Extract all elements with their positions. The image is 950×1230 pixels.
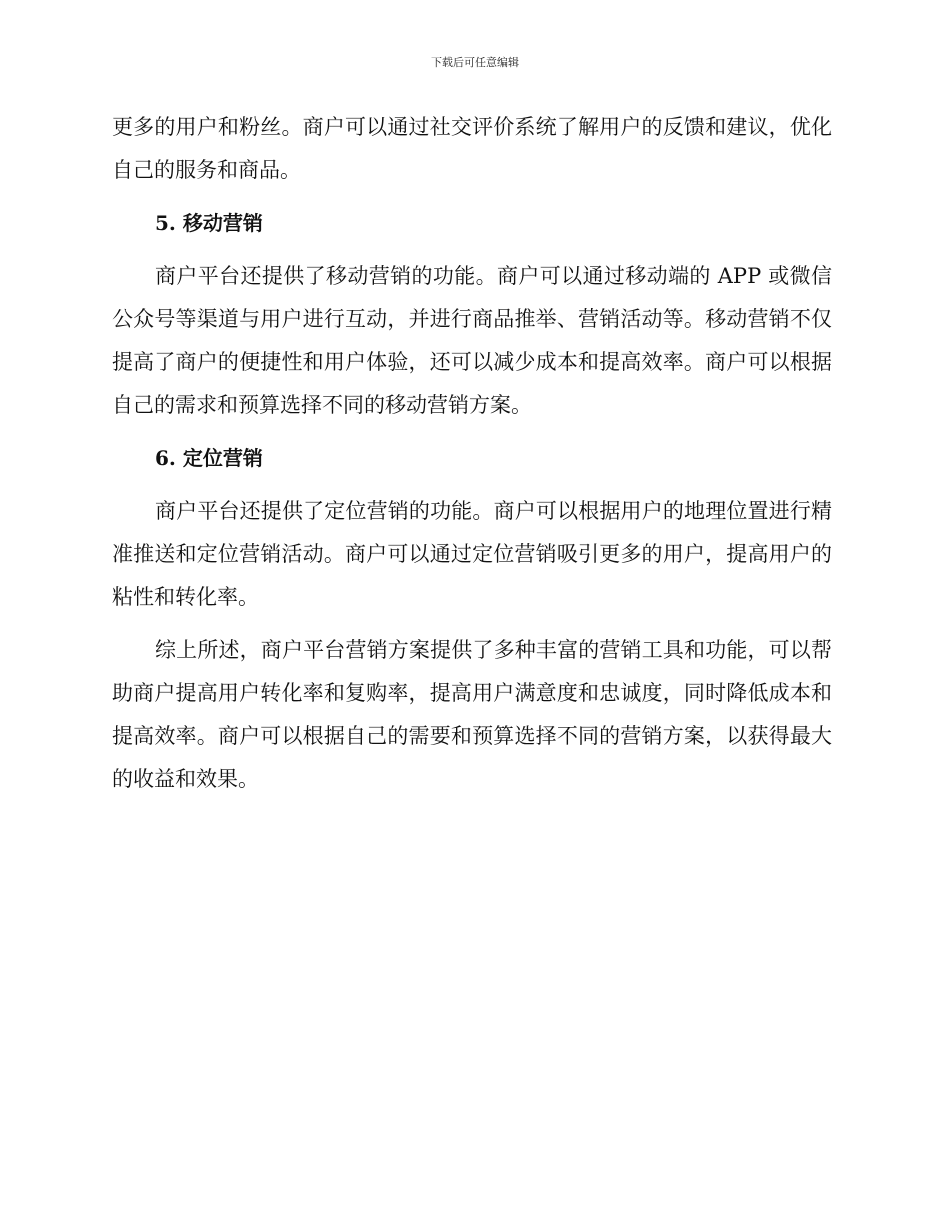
paragraph-conclusion: 综上所述，商户平台营销方案提供了多种丰富的营销工具和功能，可以帮助商户提高用户转化率和复购率，提高用户满意度和忠诚度，同时降低成本和提高效率。商户可以根据自己的需要和预算选择不同的营销方案，以获得最大的收益和效果。 xyxy=(112,638,832,791)
paragraph-location-marketing: 商户平台还提供了定位营销的功能。商户可以根据用户的地理位置进行精准推送和定位营销活动。商户可以通过定位营销吸引更多的用户，提高用户的粘性和转化率。 xyxy=(112,499,832,609)
paragraph-mobile-marketing: 商户平台还提供了移动营销的功能。商户可以通过移动端的 APP 或微信公众号等渠道与用户进行互动，并进行商品推举、营销活动等。移动营销不仅提高了商户的便捷性和用户体验，还可以减少成本和提高效率。商户可以根据自己的需求和预算选择不同的移动营销方案。 xyxy=(112,264,832,417)
document-body xyxy=(112,106,832,801)
section-heading-mobile-marketing: 5. 移动营销 xyxy=(155,211,263,235)
page-header: 下载后可任意编辑 xyxy=(431,56,519,69)
section-heading-location-marketing: 6. 定位营销 xyxy=(155,446,263,470)
paragraph-continuation: 更多的用户和粉丝。商户可以通过社交评价系统了解用户的反馈和建议，优化自己的服务和商品。 xyxy=(112,115,832,182)
